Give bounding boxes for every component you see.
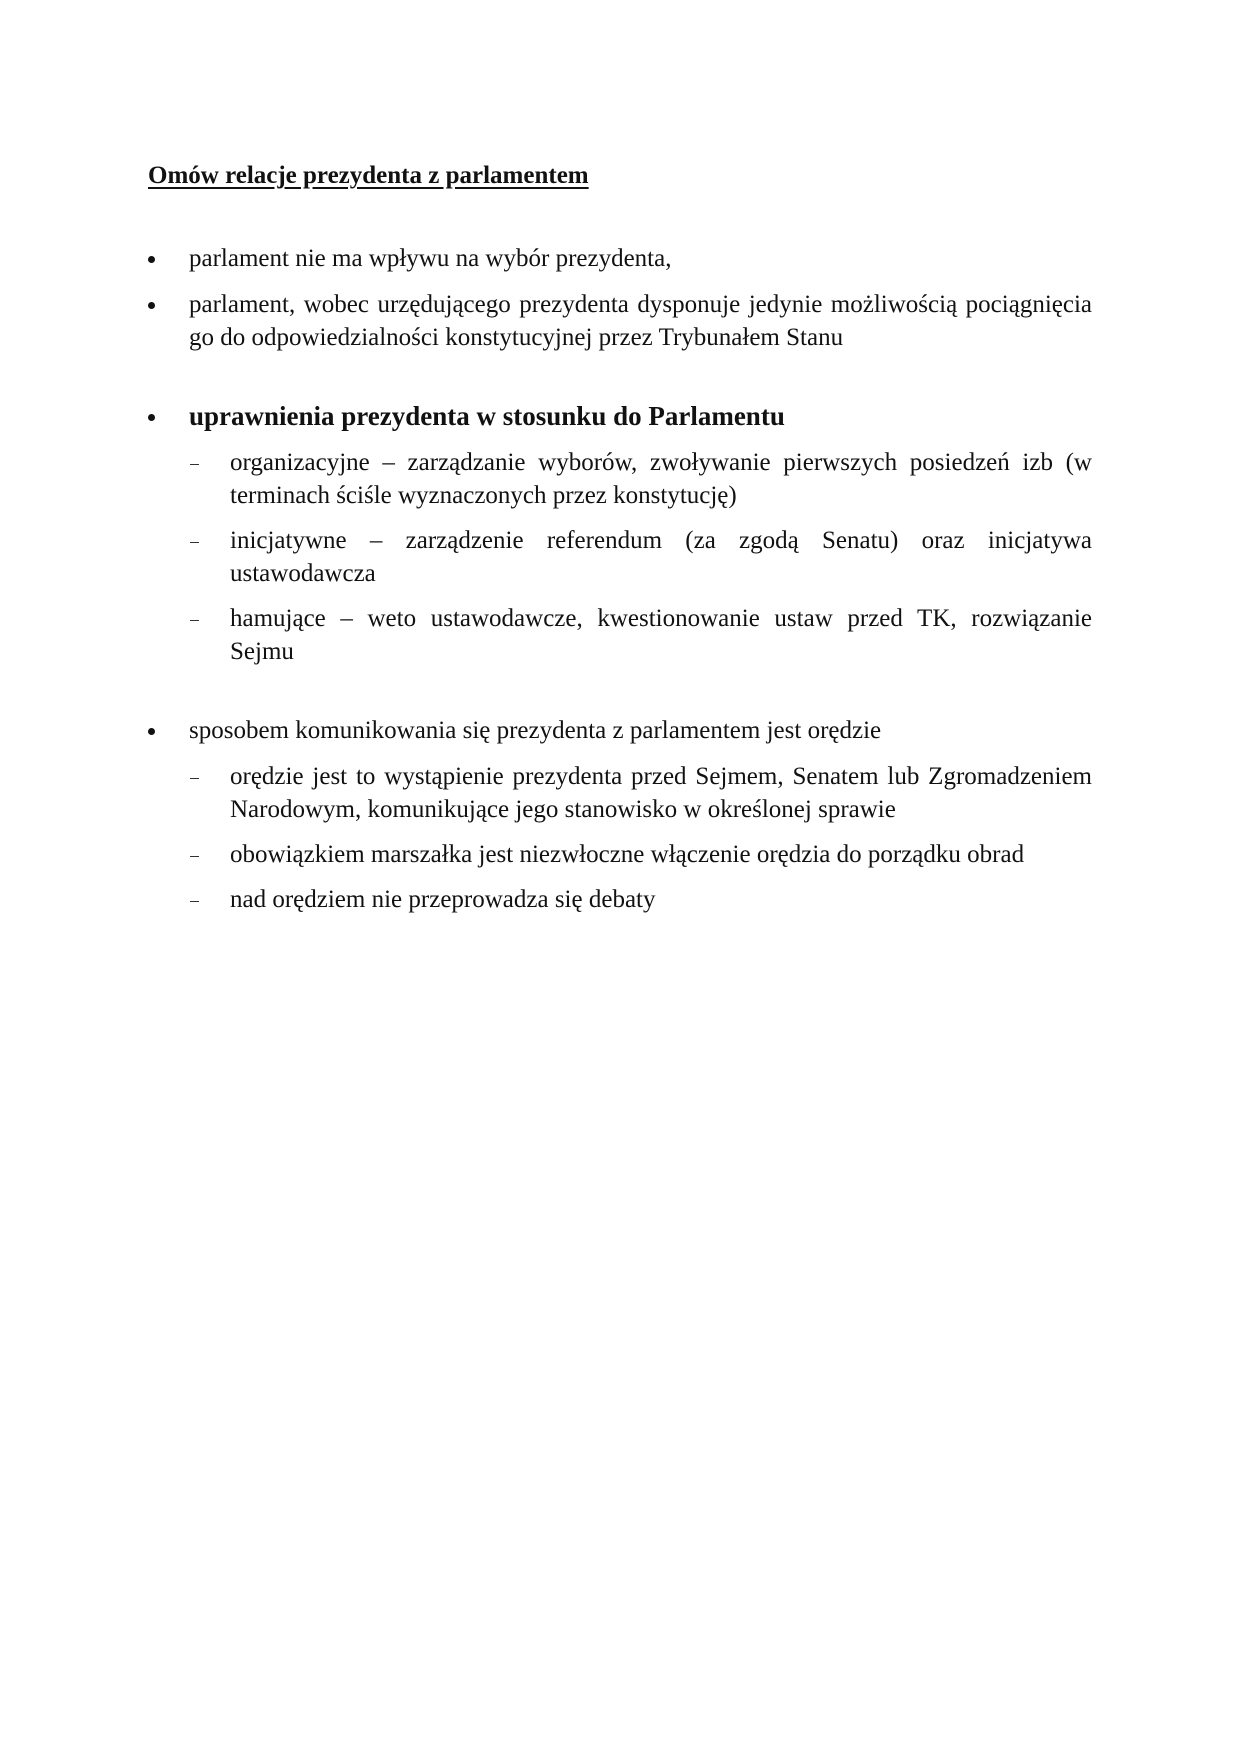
sub-item [189,838,1092,871]
sub-item-text: orędzie jest to wystąpienie prezydenta przed Sejmem, Senatem lub Zgromadzeniem Narodowym, komunikujące jego stanowisko w określonej sprawie [230,763,1092,823]
dash-icon [190,620,199,621]
bullet-item [148,714,1092,916]
bullet-text: parlament, wobec urzędującego prezydenta dysponuje jedynie możliwością pociągnięcia go do odpowiedzialności konstytucyjnej przez Trybunałem Stanu [189,291,1092,351]
dash-icon [190,778,199,779]
bullet-text: uprawnienia prezydenta w stosunku do Parlamentu [189,401,785,431]
sub-list [189,760,1092,916]
sub-list [189,446,1092,668]
bullet-dot-icon [148,728,155,735]
dash-icon [190,464,199,465]
sub-item [189,883,1092,916]
sub-item [189,602,1092,668]
bullet-text: parlament nie ma wpływu na wybór prezydenta, [189,245,672,272]
document-content [148,160,1092,929]
bullet-item [148,288,1092,354]
sub-item-text: obowiązkiem marszałka jest niezwłoczne włączenie orędzia do porządku obrad [230,841,1025,868]
sub-item [189,760,1092,826]
bullet-item [148,242,1092,275]
bullet-dot-icon [148,256,155,263]
dash-icon [190,901,199,902]
bullet-dot-icon [148,302,155,309]
sub-item-text: hamujące – weto ustawodawcze, kwestionowanie ustaw przed TK, rozwiązanie Sejmu [230,605,1092,665]
sub-item-text: nad orędziem nie przeprowadza się debaty [230,886,656,913]
dash-icon [190,856,199,857]
document-title: Omów relacje prezydenta z parlamentem [148,162,589,189]
sub-item [189,446,1092,512]
sub-item-text: inicjatywne – zarządzenie referendum (za zgodą Senatu) oraz inicjatywa ustawodawcza [230,527,1092,587]
bullet-list [148,242,1092,916]
bullet-text: sposobem komunikowania się prezydenta z parlamentem jest orędzie [189,717,882,744]
sub-item-text: organizacyjne – zarządzanie wyborów, zwoływanie pierwszych posiedzeń izb (w terminach ściśle wyznaczonych przez konstytucję) [230,449,1092,509]
bullet-item [148,400,1092,668]
dash-icon [190,542,199,543]
sub-item [189,524,1092,590]
bullet-dot-icon [148,414,155,421]
